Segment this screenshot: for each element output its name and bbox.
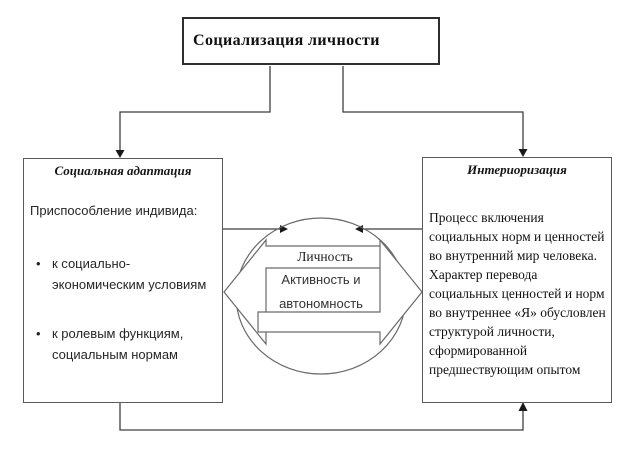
bullet-dot-icon: • [36, 326, 41, 341]
interiorization-body-text: Процесс включения социальных норм и ценностей во внутренний мир человека. Характер перевода социальных ценностей и норм во внутреннее «Я» обусловлен структурой личности, сформированной предшествующим опытом [429, 210, 606, 377]
core-label-autonomy: автономность [279, 296, 363, 311]
bullet-text: к ролевым функциям, социальным нормам [52, 326, 184, 362]
connector-bottom-feedback [120, 403, 523, 430]
core-label-activity: Активность и [281, 272, 361, 287]
adaptation-intro-text: Приспособление индивида: [30, 203, 198, 218]
arrowhead-up-icon [519, 402, 528, 411]
interiorization-box [422, 157, 612, 403]
bullet-dot-icon: • [36, 256, 41, 271]
social-adaptation-box [23, 158, 223, 403]
connector-title-to-left [120, 66, 270, 151]
arrowhead-down-right-icon [519, 149, 528, 157]
page-title: Социализация личности [193, 32, 380, 49]
bullet-text: к социально-экономическим условиям [52, 256, 207, 292]
list-item [30, 323, 220, 365]
social-adaptation-title: Социальная адаптация [54, 163, 192, 178]
arrowhead-down-left-icon [116, 150, 125, 158]
core-label-personality: Личность [297, 249, 353, 264]
list-item [30, 253, 220, 295]
socialization-title-box [182, 17, 440, 65]
connector-title-to-right [343, 66, 523, 150]
interiorization-title: Интериоризация [467, 162, 567, 177]
